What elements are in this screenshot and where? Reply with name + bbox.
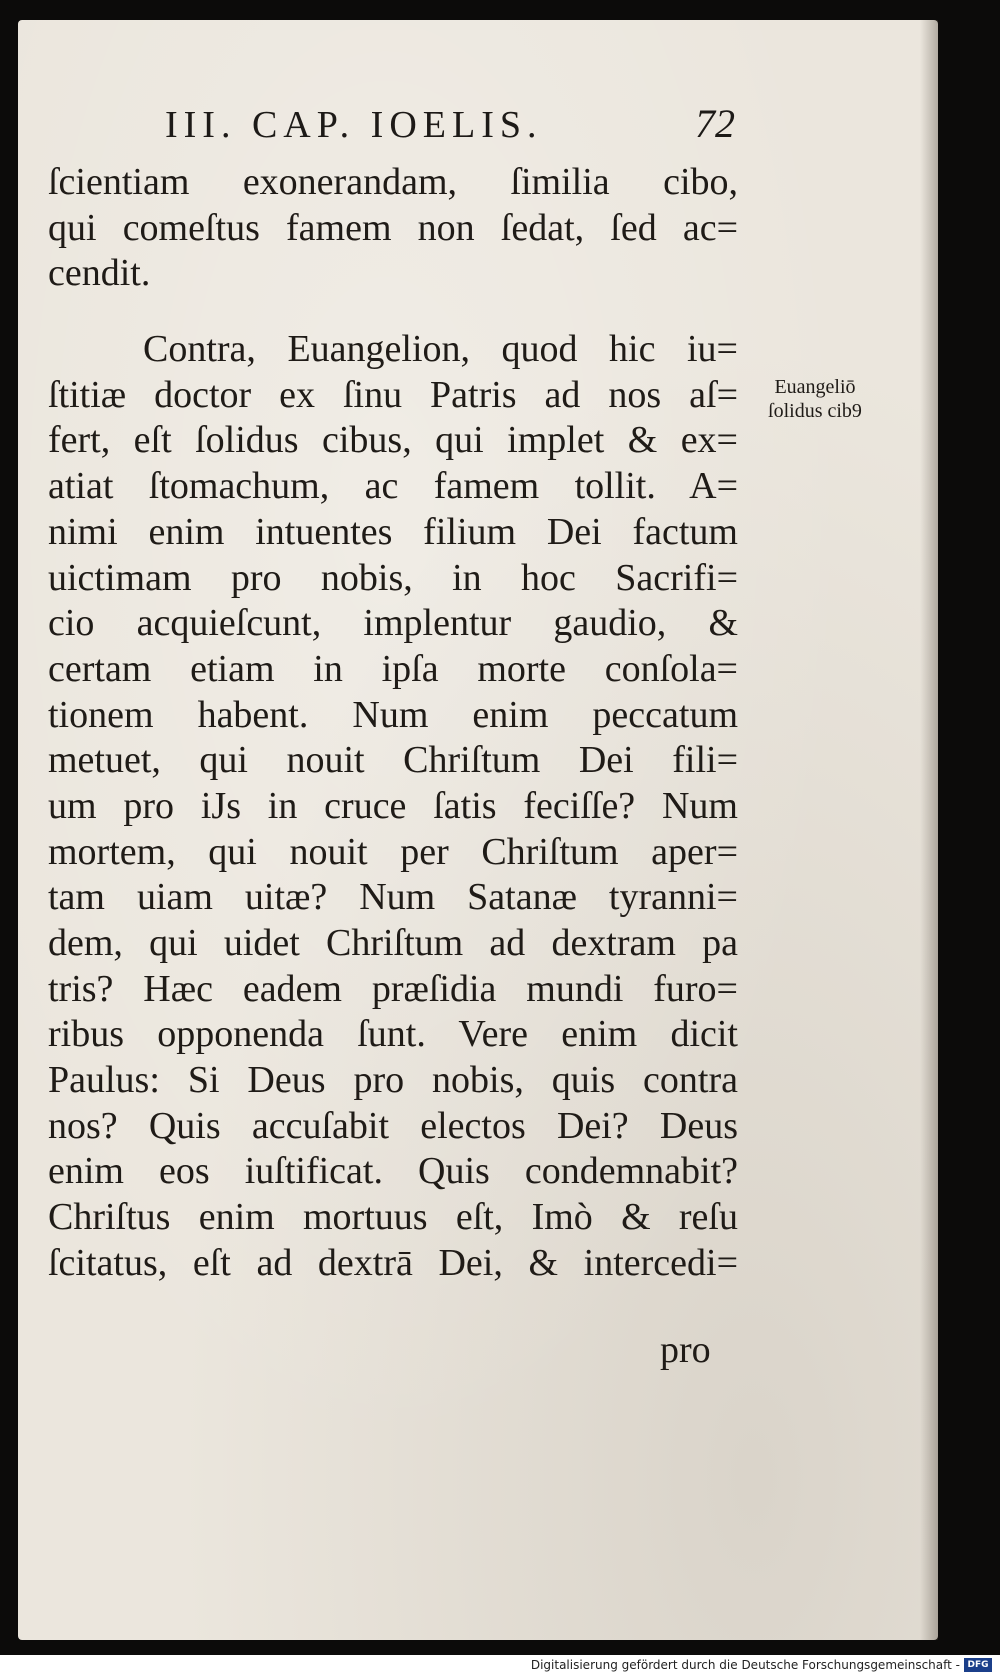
text-line: Paulus: Si Deus pro nobis, quis contra — [48, 1059, 738, 1102]
marginal-note-line-2: ſolidus cib9 — [768, 400, 862, 422]
text-line: nos? Quis accuſabit electos Dei? Deus — [48, 1104, 738, 1147]
text-line: certam etiam in ipſa morte conſola= — [48, 647, 738, 690]
text-line: ribus opponenda ſunt. Vere enim dicit — [48, 1013, 738, 1056]
text-line: enim eos iuſtificat. Quis condemnabit? — [48, 1150, 738, 1193]
text-line: atiat ſtomachum, ac famem tollit. A= — [48, 465, 738, 508]
catchword: pro — [660, 1329, 711, 1371]
text-line: uictimam pro nobis, in hoc Sacrifi= — [48, 556, 738, 599]
funding-credit: Digitalisierung gefördert durch die Deutsche Forschungsgemeinschaft - — [530, 1658, 960, 1672]
text-line: um pro iJs in cruce ſatis feciſſe? Num — [48, 784, 738, 827]
text-line: nimi enim intuentes filium Dei factum — [48, 510, 738, 553]
text-line: ſcitatus, eſt ad dextrā Dei, & intercedi= — [48, 1241, 738, 1284]
text-line: tam uiam uitæ? Num Satanæ tyranni= — [48, 876, 738, 919]
text-line: cio acquieſcunt, implentur gaudio, & — [48, 602, 738, 645]
dfg-logo: DFG — [964, 1658, 992, 1672]
marginal-note — [740, 375, 890, 423]
page-edge-shadow — [920, 20, 938, 1640]
text-line: ſcientiam exonerandam, ſimilia cibo, — [48, 161, 738, 203]
text-line: tris? Hæc eadem præſidia mundi furo= — [48, 967, 738, 1010]
page-number: 72 — [695, 101, 735, 146]
footer-bar — [0, 1655, 1000, 1675]
text-line: fert, eſt ſolidus cibus, qui implet & ex= — [48, 419, 738, 462]
running-head-title: III. CAP. IOELIS. — [165, 104, 543, 146]
text-line: ſtitiæ doctor ex ſinu Patris ad nos aſ= — [48, 373, 738, 416]
text-line: cendit. — [48, 252, 151, 295]
text-line: Chriſtus enim mortuus eſt, Imò & reſu — [48, 1196, 738, 1239]
running-head — [165, 100, 735, 147]
text-line: dem, qui uidet Chriſtum ad dextram pa — [48, 922, 738, 964]
paragraph-gap — [48, 297, 738, 327]
text-line: tionem habent. Num enim peccatum — [48, 693, 738, 736]
text-line: qui comeſtus famem non ſedat, ſed ac= — [48, 206, 738, 249]
text-line: metuet, qui nouit Chriſtum Dei fili= — [48, 739, 738, 782]
text-line: mortem, qui nouit per Chriſtum aper= — [48, 830, 738, 873]
marginal-note-line-1: Euangeliō — [774, 376, 856, 398]
text-line: Contra, Euangelion, quod hic iu= — [143, 328, 738, 371]
body-text — [48, 160, 738, 1287]
